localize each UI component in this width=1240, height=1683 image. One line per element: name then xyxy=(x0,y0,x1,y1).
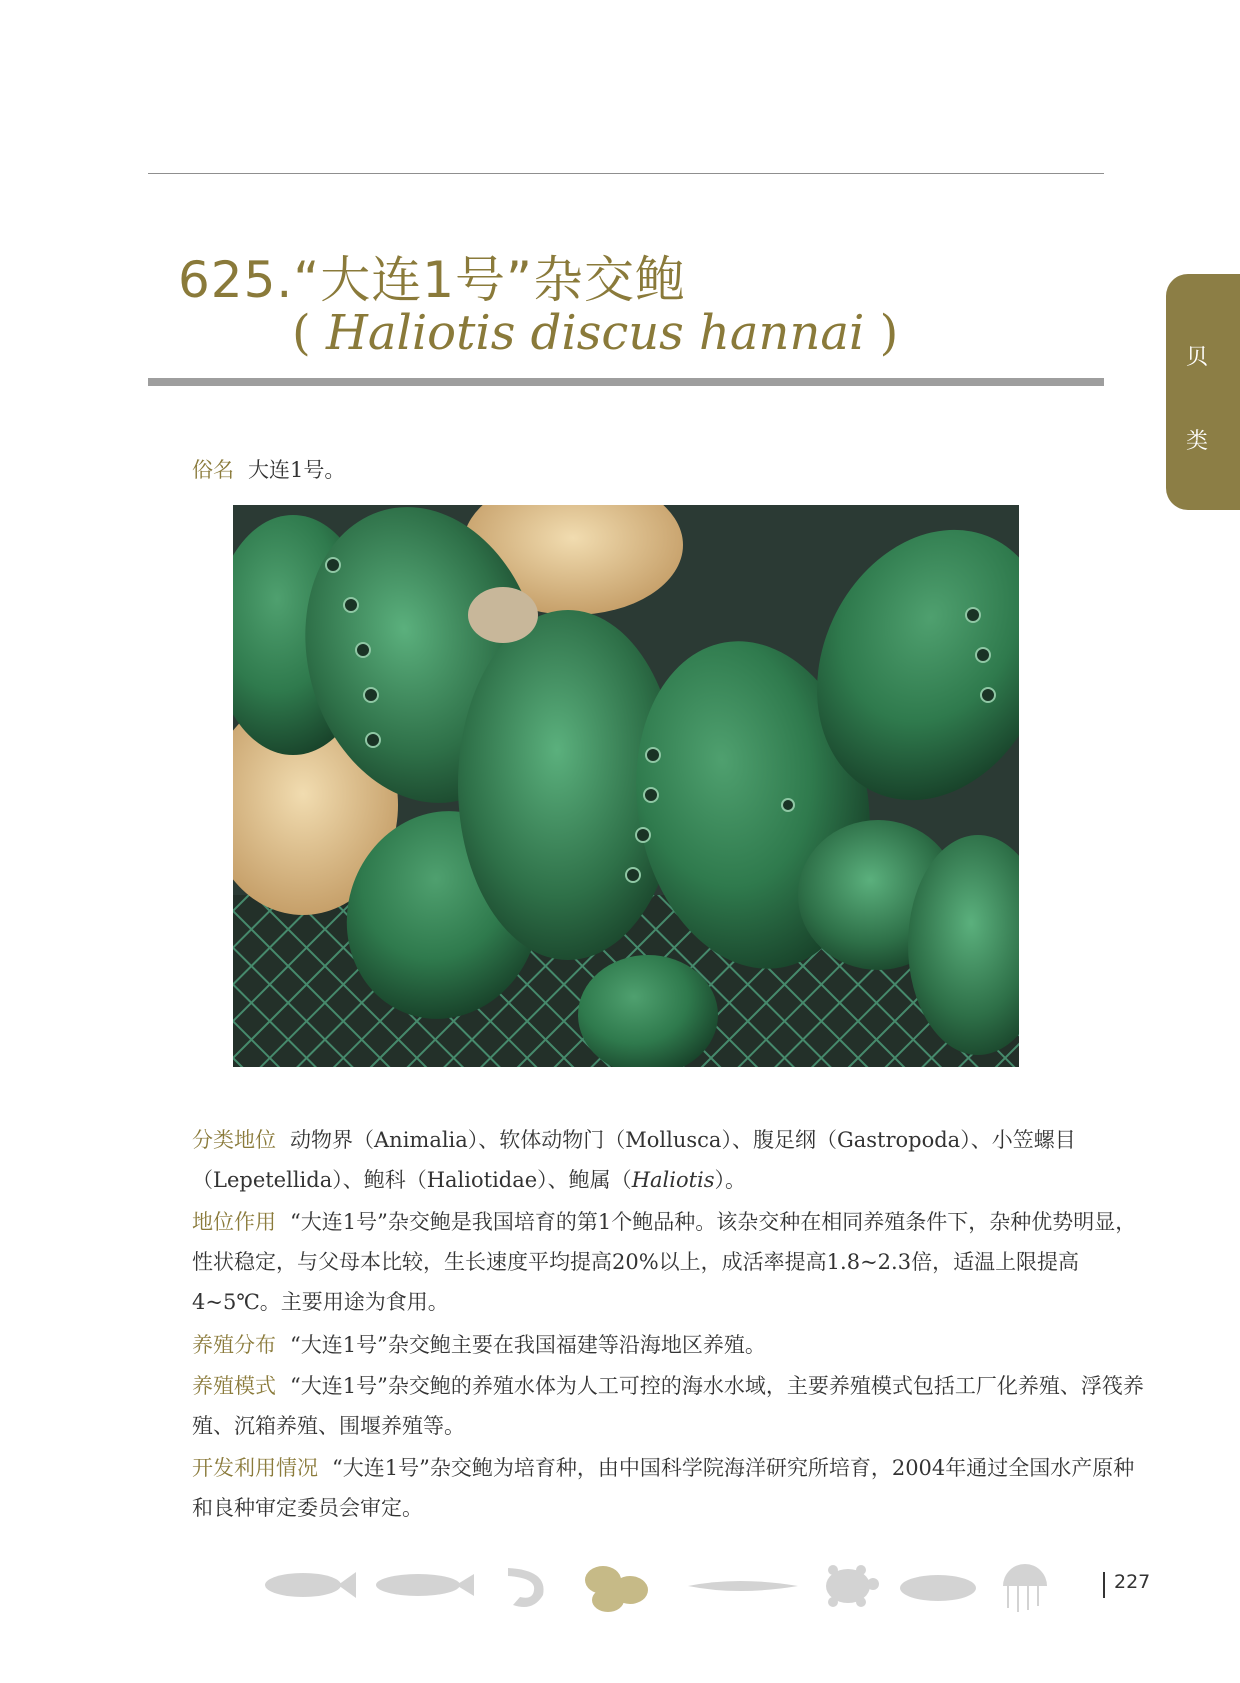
jellyfish-icon xyxy=(1003,1564,1047,1612)
page-number-bar xyxy=(1103,1572,1105,1598)
taxonomy-genus: Haliotis xyxy=(631,1168,715,1192)
role-label: 地位作用 xyxy=(192,1210,276,1234)
turtle-icon xyxy=(826,1565,879,1607)
taxonomy-paragraph xyxy=(148,1120,1148,1200)
shell-icon xyxy=(585,1566,648,1612)
species-number: 625. xyxy=(178,251,294,309)
utilization-text: “大连1号”杂交鲍为培育种，由中国科学院海洋研究所培育，2004年通过全国水产原种和良种审定委员会审定。 xyxy=(192,1456,1135,1520)
latin-name: Haliotis discus hannai xyxy=(326,305,865,361)
top-rule xyxy=(148,173,1104,174)
section-tab-char-1: 贝 xyxy=(1186,345,1209,370)
sea-cucumber-icon xyxy=(900,1575,976,1601)
role-text: “大连1号”杂交鲍是我国培育的第1个鲍品种。该杂交种在相同养殖条件下，杂种优势明显，性状稳定，与父母本比较，生长速度平均提高20%以上，成活率提高1.8~2.3倍，适温上限提高4~5℃。主要用途为食用。 xyxy=(192,1210,1137,1314)
fish-icon xyxy=(376,1574,474,1596)
utilization-label: 开发利用情况 xyxy=(192,1456,318,1480)
distribution-text: “大连1号”杂交鲍主要在我国福建等沿海地区养殖。 xyxy=(290,1333,766,1357)
taxonomy-label: 分类地位 xyxy=(192,1128,276,1152)
scientific-name xyxy=(292,305,898,361)
species-name-cn: “大连1号”杂交鲍 xyxy=(293,251,686,309)
paren-open: ( xyxy=(292,305,311,361)
section-tab xyxy=(1166,274,1240,510)
shrimp-icon xyxy=(508,1568,544,1607)
section-tab-char-2: 类 xyxy=(1186,429,1209,454)
mode-paragraph xyxy=(148,1366,1148,1446)
mode-label: 养殖模式 xyxy=(192,1374,276,1398)
distribution-label: 养殖分布 xyxy=(192,1333,276,1357)
common-name-paragraph xyxy=(148,450,1148,490)
utilization-paragraph xyxy=(148,1448,1148,1528)
title-rule xyxy=(148,378,1104,386)
eel-icon xyxy=(688,1581,798,1591)
mode-text: “大连1号”杂交鲍的养殖水体为人工可控的海水水域，主要养殖模式包括工厂化养殖、浮筏养殖、沉箱养殖、围堰养殖等。 xyxy=(192,1374,1144,1438)
footer-decoration xyxy=(258,1550,1078,1620)
page-title xyxy=(178,240,686,312)
abalone-photo xyxy=(233,505,1019,1067)
common-name-text: 大连1号。 xyxy=(248,458,346,482)
role-paragraph xyxy=(148,1202,1148,1322)
page-number: 227 xyxy=(1114,1571,1151,1593)
common-name-label: 俗名 xyxy=(192,458,234,482)
distribution-paragraph xyxy=(148,1325,1148,1365)
fish-icon xyxy=(265,1572,356,1598)
paren-close: ) xyxy=(879,305,899,361)
taxonomy-text: 动物界（Animalia）、软体动物门（Mollusca）、腹足纲（Gastropoda）、小笠螺目（Lepetellida）、鲍科（Haliotidae）、鲍属（ xyxy=(192,1128,1076,1192)
taxonomy-text-end: ）。 xyxy=(714,1168,747,1192)
